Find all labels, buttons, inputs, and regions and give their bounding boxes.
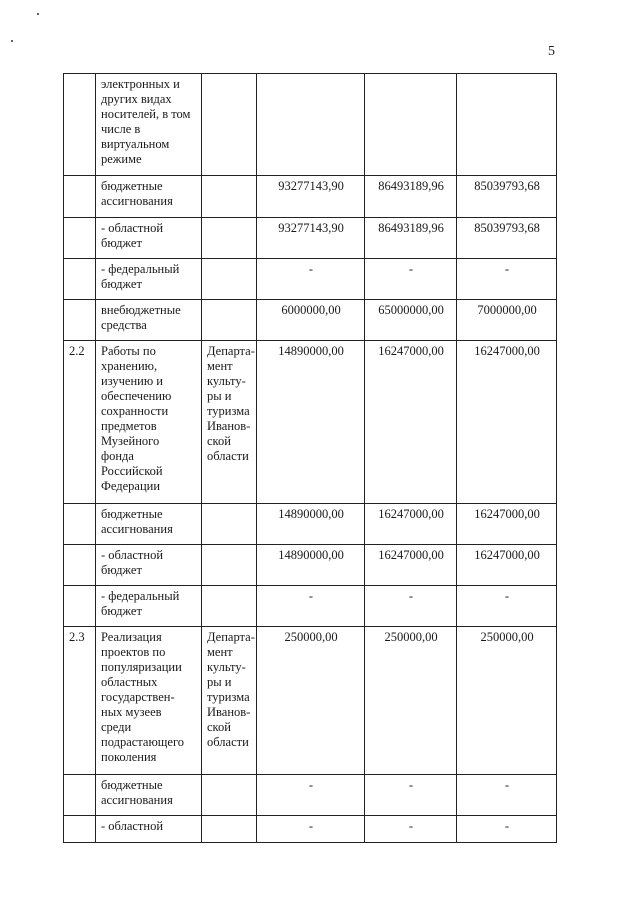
year2-value-cell: 86493189,96 bbox=[365, 176, 457, 218]
year3-value-cell: 250000,00 bbox=[457, 627, 557, 775]
row-number-cell: 2.3 bbox=[64, 627, 96, 775]
table-row bbox=[64, 300, 557, 341]
executor-cell bbox=[202, 816, 257, 843]
table-row bbox=[64, 74, 557, 176]
year1-value-cell: 250000,00 bbox=[257, 627, 365, 775]
year3-value-cell: 16247000,00 bbox=[457, 341, 557, 504]
row-number-cell bbox=[64, 259, 96, 300]
executor-cell bbox=[202, 259, 257, 300]
row-number-cell bbox=[64, 775, 96, 816]
budget-table bbox=[63, 73, 557, 843]
executor-cell: Департа- мент культу- ры и туризма Иванов- ской области bbox=[202, 627, 257, 775]
year1-value-cell: 93277143,90 bbox=[257, 218, 365, 259]
year2-value-cell bbox=[365, 74, 457, 176]
table-row bbox=[64, 816, 557, 843]
row-number-cell bbox=[64, 816, 96, 843]
table-row bbox=[64, 586, 557, 627]
year3-value-cell: - bbox=[457, 586, 557, 627]
year2-value-cell: - bbox=[365, 586, 457, 627]
year2-value-cell: - bbox=[365, 259, 457, 300]
item-name-cell: бюджетные ассигнования bbox=[96, 775, 202, 816]
row-number-cell bbox=[64, 74, 96, 176]
executor-cell bbox=[202, 74, 257, 176]
item-name-cell: бюджетные ассигнования bbox=[96, 504, 202, 545]
row-number-cell bbox=[64, 176, 96, 218]
table-row bbox=[64, 627, 557, 775]
year2-value-cell: 250000,00 bbox=[365, 627, 457, 775]
year1-value-cell: 14890000,00 bbox=[257, 504, 365, 545]
item-name-cell: Реализация проектов по популяризации областных государствен- ных музеев среди подрастающего поколения bbox=[96, 627, 202, 775]
year1-value-cell: 14890000,00 bbox=[257, 545, 365, 586]
year1-value-cell: 14890000,00 bbox=[257, 341, 365, 504]
executor-cell bbox=[202, 300, 257, 341]
year1-value-cell: - bbox=[257, 775, 365, 816]
executor-cell bbox=[202, 775, 257, 816]
year3-value-cell bbox=[457, 74, 557, 176]
scan-mark bbox=[37, 13, 39, 15]
year2-value-cell: 16247000,00 bbox=[365, 341, 457, 504]
year1-value-cell: - bbox=[257, 816, 365, 843]
table-row bbox=[64, 545, 557, 586]
page-number: 5 bbox=[548, 44, 555, 59]
item-name-cell: - областной бюджет bbox=[96, 218, 202, 259]
item-name-cell: электронных и других видах носителей, в том числе в виртуальном режиме bbox=[96, 74, 202, 176]
executor-cell bbox=[202, 586, 257, 627]
item-name-cell: Работы по хранению, изучению и обеспечению сохранности предметов Музейного фонда Российской Федерации bbox=[96, 341, 202, 504]
item-name-cell: бюджетные ассигнования bbox=[96, 176, 202, 218]
executor-cell bbox=[202, 545, 257, 586]
row-number-cell bbox=[64, 300, 96, 341]
year2-value-cell: - bbox=[365, 816, 457, 843]
year3-value-cell: - bbox=[457, 775, 557, 816]
year2-value-cell: 65000000,00 bbox=[365, 300, 457, 341]
year1-value-cell bbox=[257, 74, 365, 176]
item-name-cell: внебюджетные средства bbox=[96, 300, 202, 341]
table-row bbox=[64, 218, 557, 259]
year2-value-cell: - bbox=[365, 775, 457, 816]
executor-cell bbox=[202, 218, 257, 259]
year3-value-cell: - bbox=[457, 816, 557, 843]
year1-value-cell: 93277143,90 bbox=[257, 176, 365, 218]
item-name-cell: - областной bbox=[96, 816, 202, 843]
year3-value-cell: 85039793,68 bbox=[457, 176, 557, 218]
row-number-cell bbox=[64, 504, 96, 545]
scan-mark bbox=[11, 40, 13, 42]
year3-value-cell: - bbox=[457, 259, 557, 300]
year2-value-cell: 16247000,00 bbox=[365, 504, 457, 545]
row-number-cell bbox=[64, 545, 96, 586]
year3-value-cell: 16247000,00 bbox=[457, 504, 557, 545]
year2-value-cell: 16247000,00 bbox=[365, 545, 457, 586]
table-row bbox=[64, 775, 557, 816]
row-number-cell bbox=[64, 218, 96, 259]
table-row bbox=[64, 341, 557, 504]
year1-value-cell: - bbox=[257, 586, 365, 627]
executor-cell: Департа- мент культу- ры и туризма Иванов- ской области bbox=[202, 341, 257, 504]
table-row bbox=[64, 504, 557, 545]
table-row bbox=[64, 259, 557, 300]
year1-value-cell: 6000000,00 bbox=[257, 300, 365, 341]
table-row bbox=[64, 176, 557, 218]
year3-value-cell: 16247000,00 bbox=[457, 545, 557, 586]
row-number-cell bbox=[64, 586, 96, 627]
item-name-cell: - федеральный бюджет bbox=[96, 259, 202, 300]
executor-cell bbox=[202, 176, 257, 218]
item-name-cell: - областной бюджет bbox=[96, 545, 202, 586]
year2-value-cell: 86493189,96 bbox=[365, 218, 457, 259]
year3-value-cell: 85039793,68 bbox=[457, 218, 557, 259]
row-number-cell: 2.2 bbox=[64, 341, 96, 504]
year3-value-cell: 7000000,00 bbox=[457, 300, 557, 341]
item-name-cell: - федеральный бюджет bbox=[96, 586, 202, 627]
year1-value-cell: - bbox=[257, 259, 365, 300]
executor-cell bbox=[202, 504, 257, 545]
